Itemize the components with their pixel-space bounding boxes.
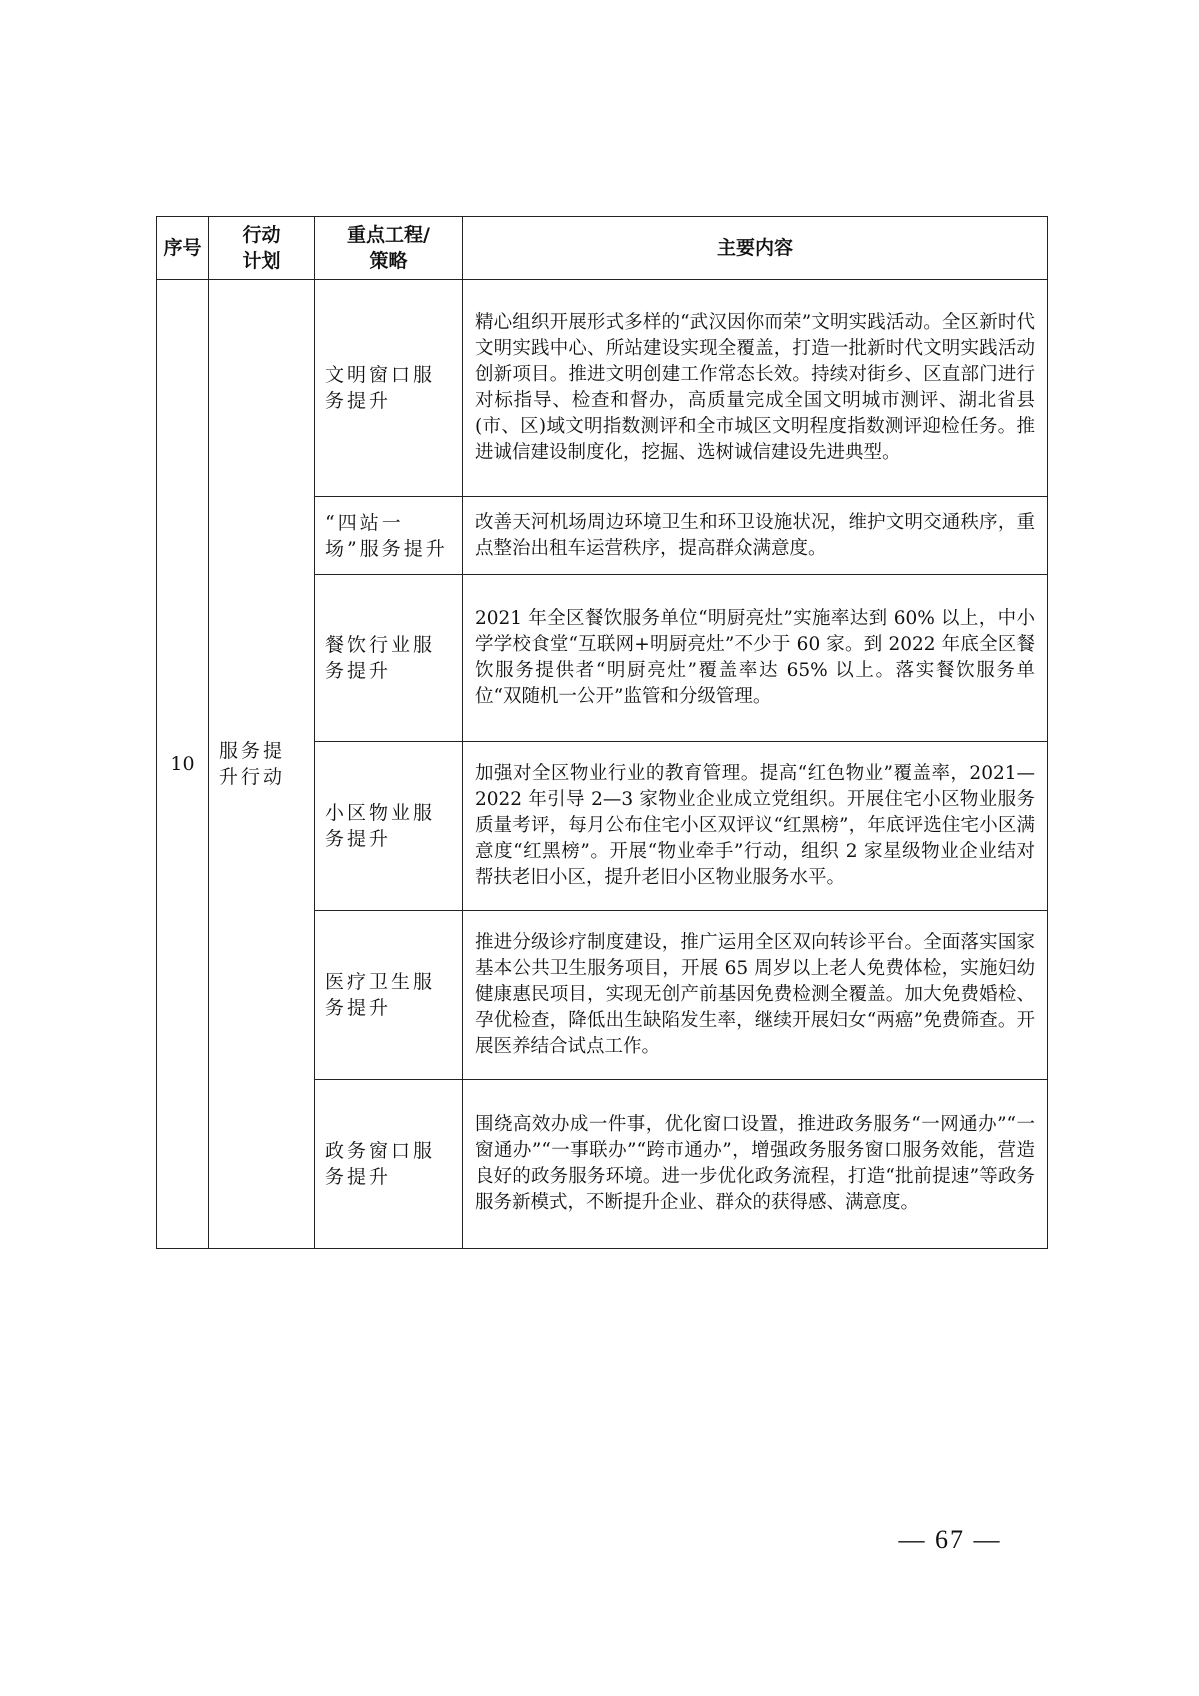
project-cell: 小区物业服务提升 [315,742,463,911]
header-action-plan: 行动 计划 [209,217,315,280]
content-cell: 推进分级诊疗制度建设，推广运用全区双向转诊平台。全面落实国家基本公共卫生服务项目，开展 65 周岁以上老人免费体检，实施妇幼健康惠民项目，实现无创产前基因免费检测全覆盖。加大免费婚检、孕优检查，降低出生缺陷发生率，继续开展妇女“两癌”免费筛查。开展医养结合试点工作。 [463,911,1048,1080]
content-cell: 精心组织开展形式多样的“武汉因你而荣”文明实践活动。全区新时代文明实践中心、所站建设实现全覆盖，打造一批新时代文明实践活动创新项目。推进文明创建工作常态长效。持续对街乡、区直部门进行对标指导、检查和督办，高质量完成全国文明城市测评、湖北省县(市、区)域文明指数测评和全市城区文明程度指数测评迎检任务。推进诚信建设制度化，挖掘、选树诚信建设先进典型。 [463,280,1048,497]
content-cell: 围绕高效办成一件事，优化窗口设置，推进政务服务“一网通办”“一窗通办”“一事联办”“跨市通办”，增强政务服务窗口服务效能，营造良好的政务服务环境。进一步优化政务流程，打造“批前提速”等政务服务新模式，不断提升企业、群众的获得感、满意度。 [463,1080,1048,1249]
project-cell: 文明窗口服务提升 [315,280,463,497]
service-plan-table [156,216,1048,1249]
page-number: — 67 — [898,1525,1002,1554]
header-main-content: 主要内容 [463,217,1048,280]
project-cell: 医疗卫生服务提升 [315,911,463,1080]
table-row [157,280,1048,497]
table-header-row [157,217,1048,280]
content-cell: 改善天河机场周边环境卫生和环卫设施状况，维护文明交通秩序，重点整治出租车运营秩序，提高群众满意度。 [463,497,1048,575]
row-serial-number: 10 [157,280,209,1249]
header-key-project: 重点工程/ 策略 [315,217,463,280]
content-cell: 2021 年全区餐饮服务单位“明厨亮灶”实施率达到 60% 以上，中小学学校食堂“互联网+明厨亮灶”不少于 60 家。到 2022 年底全区餐饮服务提供者“明厨亮灶”覆盖率达 65% 以上。落实餐饮服务单位“双随机一公开”监管和分级管理。 [463,575,1048,742]
project-cell: 政务窗口服务提升 [315,1080,463,1249]
header-serial: 序号 [157,217,209,280]
action-plan-cell: 服务提升行动 [209,280,315,1249]
project-cell: “四站一场”服务提升 [315,497,463,575]
project-cell: 餐饮行业服务提升 [315,575,463,742]
content-cell: 加强对全区物业行业的教育管理。提高“红色物业”覆盖率，2021—2022 年引导 2—3 家物业企业成立党组织。开展住宅小区物业服务质量考评，每月公布住宅小区双评议“红黑榜”，年底评选住宅小区满意度“红黑榜”。开展“物业牵手”行动，组织 2 家星级物业企业结对帮扶老旧小区，提升老旧小区物业服务水平。 [463,742,1048,911]
